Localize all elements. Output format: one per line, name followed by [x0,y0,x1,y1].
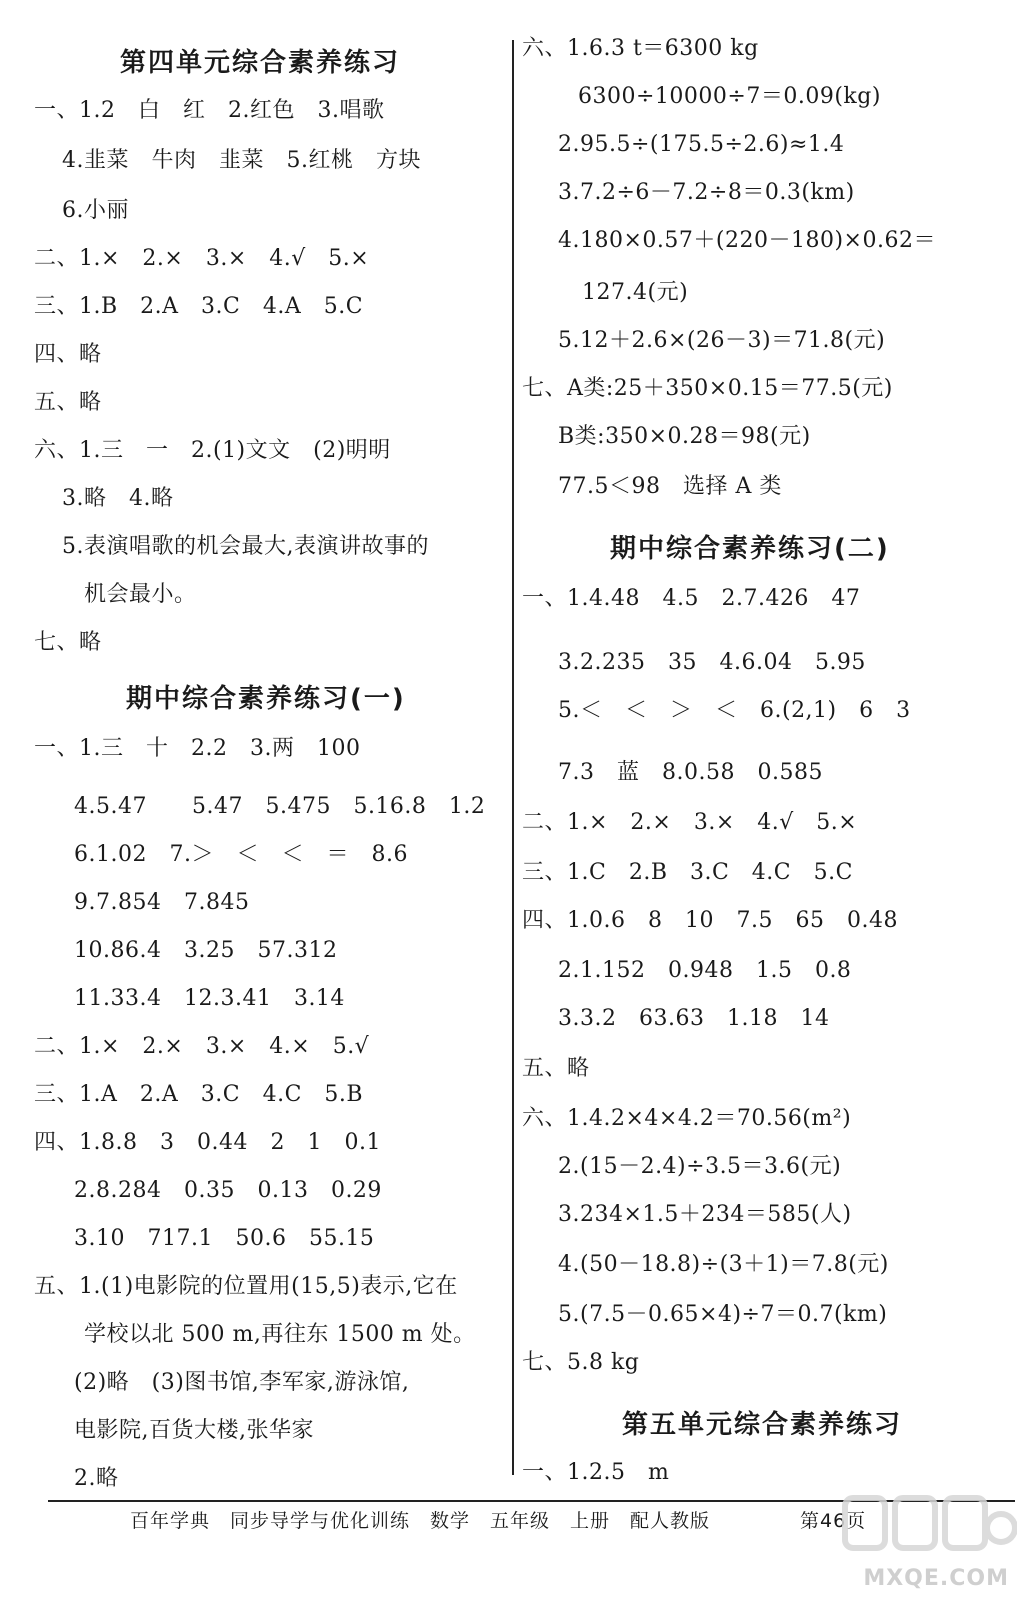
title-midterm-1: 期中综合素养练习(一) [126,684,406,714]
r-top-line-10: 77.5＜98 选择 A 类 [558,474,782,499]
mid2-line-7: 四、1.0.6 8 10 7.5 65 0.48 [522,908,898,933]
u4-line-6: 四、略 [34,342,102,367]
u4-line-7: 五、略 [34,390,102,415]
u4-line-5: 三、1.B 2.A 3.C 4.A 5.C [34,294,364,319]
u4-line-11: 机会最小。 [84,582,197,607]
title-unit4: 第四单元综合素养练习 [120,48,401,78]
mid2-line-9: 3.3.2 63.63 1.18 14 [558,1006,830,1031]
u4-line-1: 一、1.2 白 红 2.红色 3.唱歌 [34,98,385,123]
mid2-line-4: 7.3 蓝 8.0.58 0.585 [558,760,823,785]
u4-line-12: 七、略 [34,630,102,655]
mid1-line-5: 10.86.4 3.25 57.312 [74,938,338,963]
mid1-line-7: 二、1.× 2.× 3.× 4.× 5.√ [34,1034,370,1059]
column-divider [512,40,514,1475]
r-top-line-5: 4.180×0.57＋(220－180)×0.62＝ [558,228,936,253]
r-top-line-3: 2.95.5÷(175.5÷2.6)≈1.4 [558,132,845,157]
u4-line-9: 3.略 4.略 [62,486,174,511]
r-top-line-8: 七、A类:25＋350×0.15＝77.5(元) [522,376,893,401]
page-number: 第46页 [800,1510,867,1532]
u4-line-2: 4.韭菜 牛肉 韭菜 5.红桃 方块 [62,148,421,173]
mid2-line-8: 2.1.152 0.948 1.5 0.8 [558,958,852,983]
u4-line-8: 六、1.三 一 2.(1)文文 (2)明明 [34,438,391,463]
u4-line-3: 6.小丽 [62,198,129,223]
mid1-line-6: 11.33.4 12.3.41 3.14 [74,986,345,1011]
r-top-line-4: 3.7.2÷6－7.2÷8＝0.3(km) [558,180,855,205]
mid1-line-3: 6.1.02 7.＞ ＜ ＜ ＝ 8.6 [74,842,408,867]
r-top-line-9: B类:350×0.28＝98(元) [558,424,811,449]
u4-line-4: 二、1.× 2.× 3.× 4.√ 5.× [34,246,370,271]
r-top-line-2: 6300÷10000÷7＝0.09(kg) [578,84,881,109]
mid1-line-8: 三、1.A 2.A 3.C 4.C 5.B [34,1082,364,1107]
mid2-line-15: 5.(7.5－0.65×4)÷7＝0.7(km) [558,1302,888,1327]
mid2-line-5: 二、1.× 2.× 3.× 4.√ 5.× [522,810,858,835]
footer-text: 百年学典 同步导学与优化训练 数学 五年级 上册 配人教版 [130,1510,711,1532]
mid2-line-11: 六、1.4.2×4×4.2＝70.56(m²) [522,1106,852,1131]
mid2-line-6: 三、1.C 2.B 3.C 4.C 5.C [522,860,853,885]
r-top-line-1: 六、1.6.3 t＝6300 kg [522,36,759,61]
mid1-line-12: 五、1.(1)电影院的位置用(15,5)表示,它在 [34,1274,458,1299]
watermark-url: MXQE.COM [863,1566,1009,1591]
mid1-line-15: 电影院,百货大楼,张华家 [74,1418,314,1443]
mid1-line-11: 3.10 717.1 50.6 55.15 [74,1226,375,1251]
u4-line-10: 5.表演唱歌的机会最大,表演讲故事的 [62,534,429,559]
title-unit5: 第五单元综合素养练习 [622,1410,903,1440]
mid1-line-16: 2.略 [74,1466,119,1491]
mid2-line-13: 3.234×1.5＋234＝585(人) [558,1202,852,1227]
mid2-line-3: 5.＜ ＜ ＞ ＜ 6.(2,1) 6 3 [558,698,911,723]
mid1-line-1: 一、1.三 十 2.2 3.两 100 [34,736,361,761]
mid1-line-2: 4.5.47 5.47 5.475 5.16.8 1.2 [74,794,486,819]
mid1-line-9: 四、1.8.8 3 0.44 2 1 0.1 [34,1130,381,1155]
title-midterm-2: 期中综合素养练习(二) [610,534,890,564]
mid2-line-16: 七、5.8 kg [522,1350,640,1375]
mid2-line-10: 五、略 [522,1056,590,1081]
mid2-line-12: 2.(15－2.4)÷3.5＝3.6(元) [558,1154,842,1179]
mid2-line-14: 4.(50－18.8)÷(3＋1)＝7.8(元) [558,1252,889,1277]
mid2-line-1: 一、1.4.48 4.5 2.7.426 47 [522,586,861,611]
mid1-line-4: 9.7.854 7.845 [74,890,250,915]
mid1-line-13: 学校以北 500 m,再往东 1500 m 处。 [84,1322,476,1347]
r-top-line-7: 5.12＋2.6×(26－3)＝71.8(元) [558,328,886,353]
mid2-line-2: 3.2.235 35 4.6.04 5.95 [558,650,866,675]
r-top-line-6: 127.4(元) [582,280,689,305]
mid1-line-14: (2)略 (3)图书馆,李军家,游泳馆, [74,1370,410,1395]
u5-line-1: 一、1.2.5 m [522,1460,670,1485]
mid1-line-10: 2.8.284 0.35 0.13 0.29 [74,1178,382,1203]
